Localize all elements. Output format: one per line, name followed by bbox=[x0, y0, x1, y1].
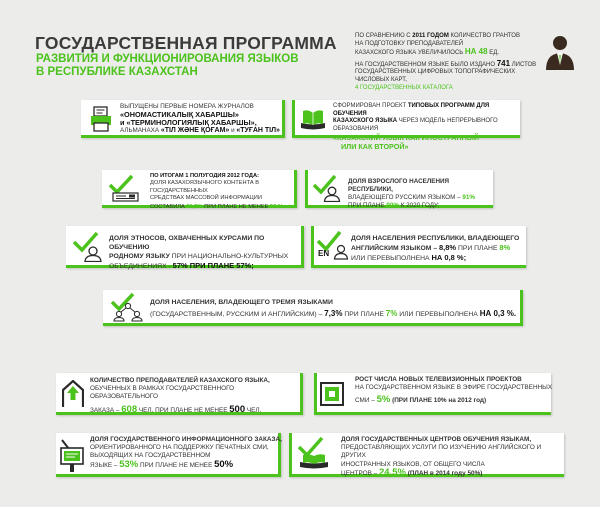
page-title: ГОСУДАРСТВЕННАЯ ПРОГРАММА bbox=[35, 33, 337, 53]
card-english-text: ДОЛЯ НАСЕЛЕНИЯ РЕСПУБЛИКИ, ВЛАДЕЮЩЕГО АНГЛИЙСКИМ ЯЗЫКОМ – 8,8% ПРИ ПЛАНЕ 8% ИЛИ ПЕРЕВЫПОЛНЕНА НА 0,8 %; bbox=[351, 235, 520, 262]
card-info-order-text: ДОЛЯ ГОСУДАРСТВЕННОГО ИНФОРМАЦИОННОГО ЗАКАЗА, ОРИЕНТИРОВАННОГО НА ПОДДЕРЖКУ ПЕЧАТНЫХ СМИ, ВЫХОДЯЩИХ НА ГОСУДАРСТВЕННОМ ЯЗЫКЕ – 53% ПРИ ПЛАНЕ НЕ МЕНЕЕ 50% bbox=[90, 436, 282, 470]
upload-arrow-icon bbox=[62, 380, 84, 408]
printer-icon bbox=[90, 106, 112, 132]
top-info: ПО СРАВНЕНИЮ С 2011 ГОДОМ КОЛИЧЕСТВО ГРАНТОВ НА ПОДГОТОВКУ ПРЕПОДАВАТЕЛЕЙ КАЗАХСКОГО ЯЗЫКА УВЕЛИЧИЛОСЬ НА 48 ЕД. НА ГОСУДАРСТВЕННОМ ЯЗЫКЕ БЫЛО ИЗДАНО 741 ЛИСТОВ ГОСУДАРСТВЕННЫХ ЦИФРОВЫХ ТОПОГРАФИЧЕСКИХ ЧИСЛОВЫХ КАРТ, 4 ГОСУДАРСТВЕННЫХ КАТАЛОГА bbox=[355, 33, 537, 91]
businessman-icon bbox=[543, 34, 577, 70]
en-label: EN bbox=[318, 249, 330, 258]
page-subtitle-line2: В РЕСПУБЛИКЕ КАЗАХСТАН bbox=[36, 66, 198, 78]
page-subtitle-line1: РАЗВИТИЯ И ФУНКЦИОНИРОВАНИЯ ЯЗЫКОВ bbox=[36, 53, 299, 65]
card-content-text: ПО ИТОГАМ 1 ПОЛУГОДИЯ 2012 ГОДА: ДОЛЯ КАЗАХОЯЗЫЧНОГО КОНТЕНТА В ГОСУДАРСТВЕННЫХ СРЕДСТВАХ МАССОВОЙ ИНФОРМАЦИИ СОСТАВИЛА 51,5% ПРИ ПЛАНЕ НЕ МЕНЕЕ 50 % bbox=[150, 173, 284, 210]
card-russian-text: ДОЛЯ ВЗРОСЛОГО НАСЕЛЕНИЯ РЕСПУБЛИКИ, ВЛАДЕЮЩЕГО РУССКИМ ЯЗЫКОМ – 91% ПРИ ПЛАНЕ 90% К 2020 ГОДУ; bbox=[348, 178, 475, 209]
check-person-icon bbox=[73, 230, 103, 262]
check-newspaper-icon bbox=[109, 174, 139, 202]
open-book-icon bbox=[300, 106, 326, 132]
check-people-network-icon bbox=[109, 292, 143, 322]
newspaper-stand-icon bbox=[60, 437, 84, 473]
card-three-languages-text: ДОЛЯ НАСЕЛЕНИЯ, ВЛАДЕЮЩЕГО ТРЕМЯ ЯЗЫКАМИ (ГОСУДАРСТВЕННЫМ, РУССКИМ И АНГЛИЙСКИМ) – 7,3% ПРИ ПЛАНЕ 7% ИЛИ ПЕРЕВЫПОЛНЕНА НА 0,3 %. bbox=[150, 299, 517, 318]
check-person-icon bbox=[313, 174, 341, 202]
card-tv-text: РОСТ ЧИСЛА НОВЫХ ТЕЛЕВИЗИОННЫХ ПРОЕКТОВ НА ГОСУДАРСТВЕННОМ ЯЗЫКЕ В ЭФИРЕ ГОСУДАРСТВЕННЫХ СМИ – 5% (ПРИ ПЛАНЕ 10% на 2012 год) bbox=[355, 376, 553, 406]
card-teachers-text: КОЛИЧЕСТВО ПРЕПОДАВАТЕЛЕЙ КАЗАХСКОГО ЯЗЫКА, ОБУЧЕННЫХ В РАМКАХ ГОСУДАРСТВЕННОГО ОБРАЗОВАТЕЛЬНОГО ЗАКАЗА – 608 ЧЕЛ. ПРИ ПЛАНЕ НЕ МЕНЕЕ 500 ЧЕЛ. bbox=[90, 377, 270, 415]
card-ethnos-text: ДОЛЯ ЭТНОСОВ, ОХВАЧЕННЫХ КУРСАМИ ПО ОБУЧЕНИЮ РОДНОМУ ЯЗЫКУ ПРИ НАЦИОНАЛЬНО-КУЛЬТУРНЫХ ОБЪЕДИНЕНИЯХ - 57% ПРИ ПЛАНЕ 57%; bbox=[109, 235, 289, 270]
card-centers-text: ДОЛЯ ГОСУДАРСТВЕННЫХ ЦЕНТРОВ ОБУЧЕНИЯ ЯЗЫКАМ, ПРЕДОСТАВЛЯЮЩИХ УСЛУГИ ПО ИЗУЧЕНИЮ АНГЛИЙСКОГО И ДРУГИХ ИНОСТРАННЫХ ЯЗЫКОВ, ОТ ОБЩЕГО ЧИСЛА ЦЕНТРОВ – 24,5% (ПЛАН в 2014 году 50%) bbox=[341, 436, 542, 478]
card-journals-text: ВЫПУЩЕНЫ ПЕРВЫЕ НОМЕРА ЖУРНАЛОВ «ОНОМАСТИКАЛЫҚ ХАБАРШЫ» и «ТЕРМИНОЛОГИЯЛЫҚ ХАБАРШЫ», АЛЬМАНАХА «ТІЛ ЖӘНЕ ҚОҒАМ» и «ТУҒАН ТІЛ» bbox=[120, 103, 280, 134]
tv-screen-icon bbox=[320, 382, 344, 406]
card-programs-text: СФОРМИРОВАН ПРОЕКТ ТИПОВЫХ ПРОГРАММ ДЛЯ ОБУЧЕНИЯ КАЗАХСКОГО ЯЗЫКА ЧЕРЕЗ МОДЕЛЬ НЕПРЕРЫВНОГО ОБРАЗОВАНИЯ «КАЗАХСКИЙ ЯЗЫК КАК ИНОСТРАННЫЙ ИЛИ КАК ВТОРОЙ» bbox=[333, 103, 498, 151]
check-book-icon bbox=[298, 436, 330, 470]
